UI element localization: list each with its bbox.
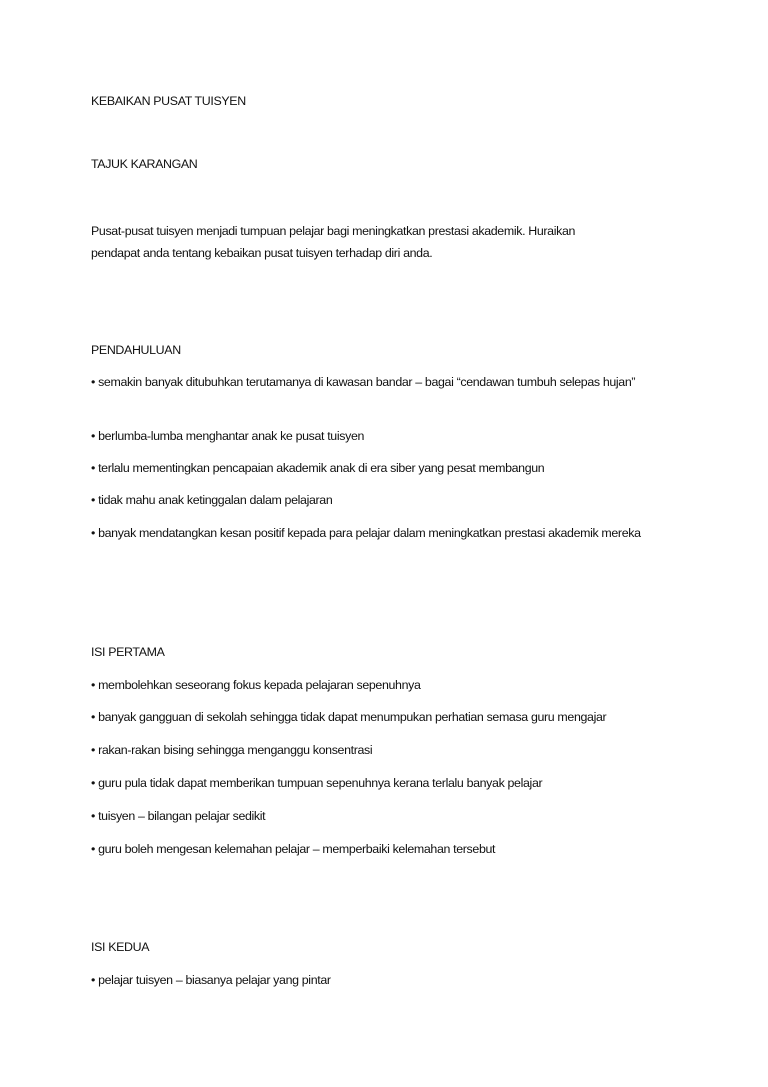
bullet-item: • terlalu mementingkan pencapaian akademik anak di era siber yang pesat membangun (91, 461, 545, 475)
bullet-item: • guru boleh mengesan kelemahan pelajar – memperbaiki kelemahan tersebut (91, 842, 496, 856)
question-line-2: pendapat anda tentang kebaikan pusat tuisyen terhadap diri anda. (91, 246, 433, 260)
bullet-item: • banyak gangguan di sekolah sehingga tidak dapat menumpukan perhatian semasa guru mengajar (91, 710, 607, 724)
section-heading-isi-kedua: ISI KEDUA (91, 940, 150, 954)
bullet-item: • guru pula tidak dapat memberikan tumpuan sepenuhnya kerana terlalu banyak pelajar (91, 776, 543, 790)
bullet-item: • pelajar tuisyen – biasanya pelajar yang pintar (91, 973, 331, 987)
question-line-1: Pusat-pusat tuisyen menjadi tumpuan pelajar bagi meningkatkan prestasi akademik. Huraikan (91, 224, 576, 238)
bullet-item: • rakan-rakan bising sehingga menganggu konsentrasi (91, 743, 373, 757)
section-heading-isi-pertama: ISI PERTAMA (91, 645, 165, 659)
bullet-item: • membolehkan seseorang fokus kepada pelajaran sepenuhnya (91, 678, 421, 692)
bullet-item: • tuisyen – bilangan pelajar sedikit (91, 809, 266, 823)
section-heading-pendahuluan: PENDAHULUAN (91, 343, 181, 357)
document-title: KEBAIKAN PUSAT TUISYEN (91, 94, 246, 108)
topic-heading: TAJUK KARANGAN (91, 157, 198, 171)
bullet-item: • semakin banyak ditubuhkan terutamanya di kawasan bandar – bagai “cendawan tumbuh selepas hujan” (91, 375, 636, 389)
bullet-item: • tidak mahu anak ketinggalan dalam pelajaran (91, 493, 333, 507)
bullet-item: • berlumba-lumba menghantar anak ke pusat tuisyen (91, 429, 365, 443)
bullet-item: • banyak mendatangkan kesan positif kepada para pelajar dalam meningkatkan prestasi akademik mereka (91, 526, 641, 540)
